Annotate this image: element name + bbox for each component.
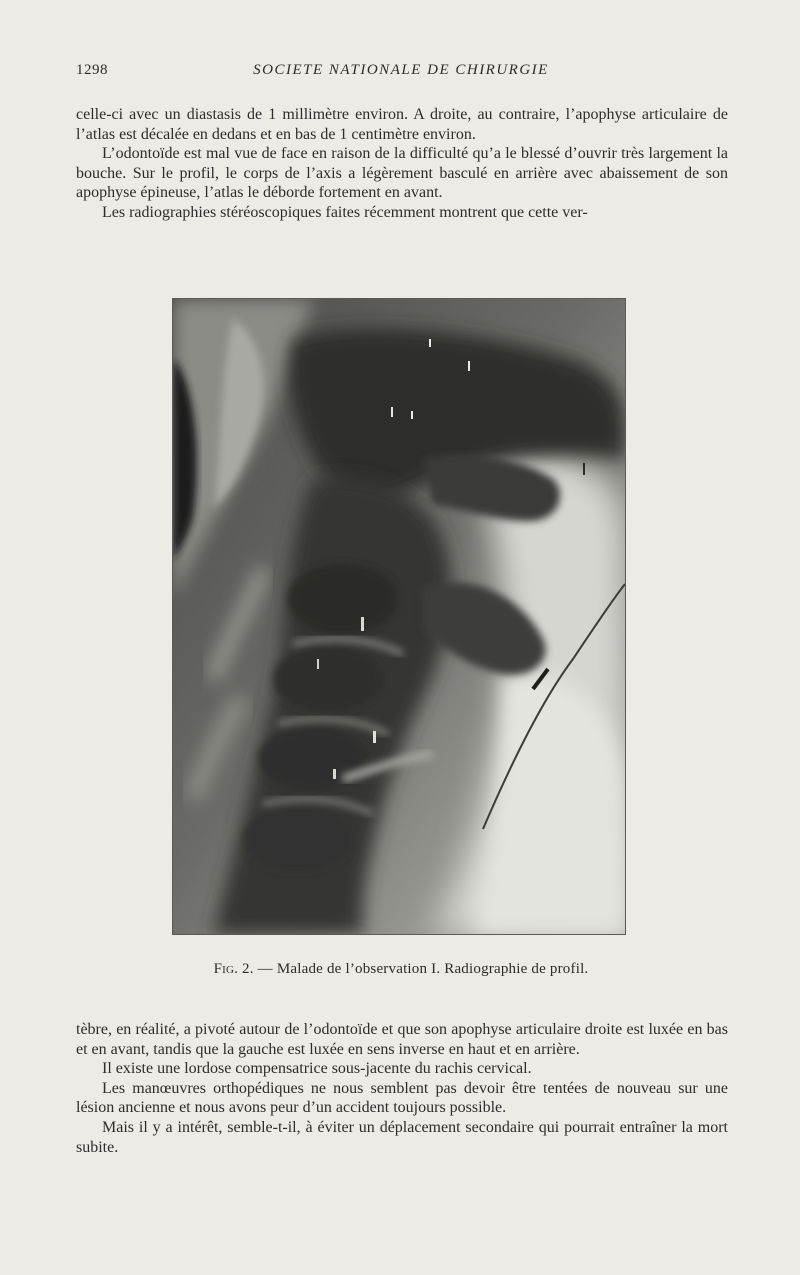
figure-caption-text: — Malade de l’observation I. Radiographie de profil.	[253, 961, 589, 977]
figure-caption	[76, 961, 726, 978]
paragraph-lordose: Il existe une lordose compensatrice sous-jacente du rachis cervical.	[102, 1060, 532, 1078]
running-title: SOCIETE NATIONALE DE CHIRURGIE	[253, 62, 549, 78]
page-header	[76, 62, 726, 86]
paragraph-interet: Mais il y a intérêt, semble-t-il, à éviter un déplacement secondaire qui pourrait entraîner la mort subite.	[76, 1118, 728, 1156]
figure-label: Fig. 2.	[213, 961, 254, 977]
paragraph-manoeuvres: Les manœuvres orthopédiques ne nous semblent pas devoir être tentées de nouveau sur une lésion ancienne et nous avons peur d’un accident toujours possible.	[76, 1079, 728, 1117]
paragraph-radiographies: Les radiographies stéréoscopiques faites récemment montrent que cette ver-	[102, 203, 588, 221]
bottom-text-block	[76, 1020, 728, 1157]
top-text-block	[76, 105, 728, 223]
paragraph-odontoide: L’odontoïde est mal vue de face en raison de la difficulté qu’a le blessé d’ouvrir très largement la bouche. Sur le profil, le corps de l’axis a légèrement basculé en arrière avec abaissement de son apophyse épineuse, l’atlas le déborde fortement en avant.	[76, 145, 728, 202]
radiograph-image	[173, 299, 625, 934]
paragraph-continuation: celle-ci avec un diastasis de 1 millimètre environ. A droite, au contraire, l’apophyse articulaire de l’atlas est décalée en dedans et en bas de 1 centimètre environ.	[76, 106, 728, 143]
paragraph-vertebre: tèbre, en réalité, a pivoté autour de l’odontoïde et que son apophyse articulaire droite est luxée en bas et en avant, tandis que la gauche est luxée en sens inverse en haut et en arrière.	[76, 1021, 728, 1058]
page-number: 1298	[76, 62, 108, 78]
radiograph-figure	[173, 299, 625, 934]
